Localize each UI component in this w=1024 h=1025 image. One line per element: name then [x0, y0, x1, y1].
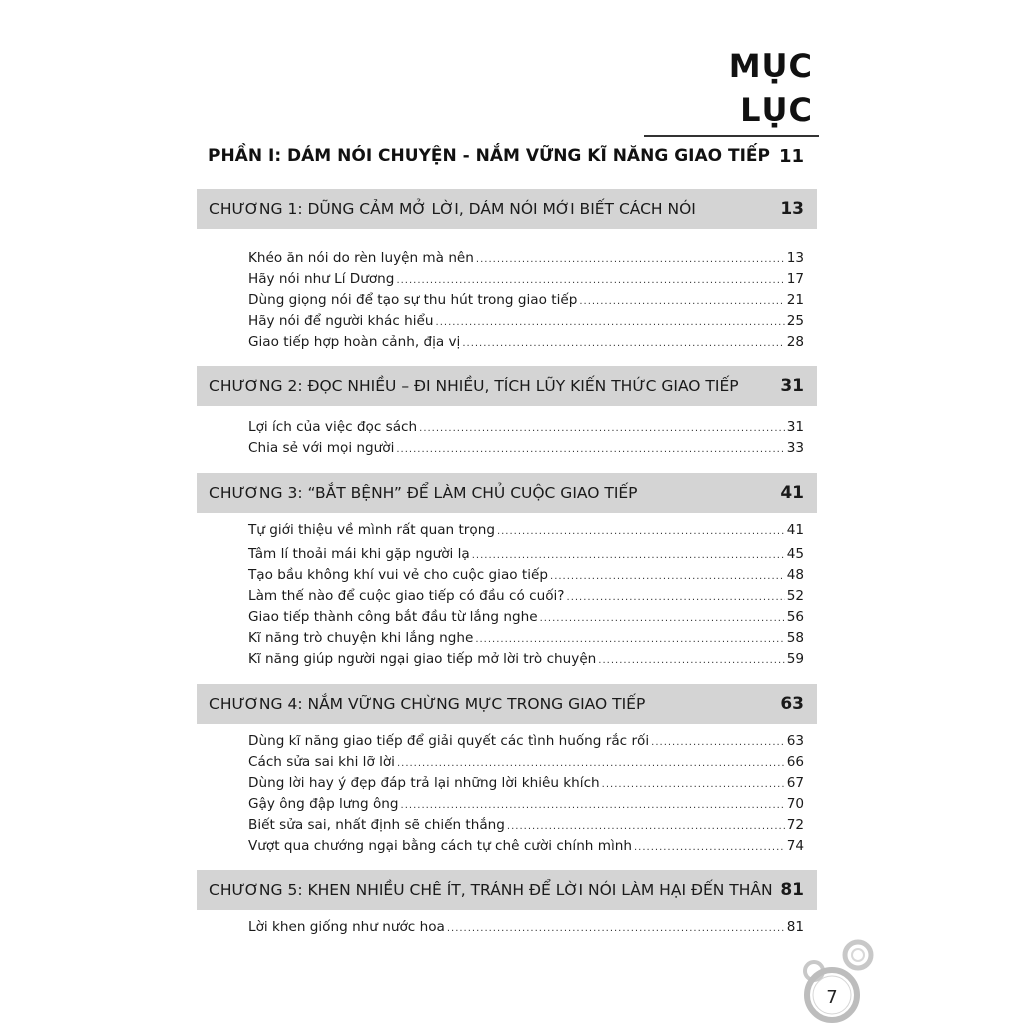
heading-underline: [644, 135, 819, 137]
entry-page: 56: [786, 609, 804, 625]
chapter-2-bar: [197, 366, 817, 406]
entry-title: Tạo bầu không khí vui vẻ cho cuộc giao tiếp: [248, 567, 549, 583]
toc-entry: [248, 290, 804, 311]
entry-page: 63: [786, 733, 804, 749]
entry-title: Tâm lí thoải mái khi gặp người lạ: [248, 546, 470, 562]
dot-leader: [602, 774, 785, 795]
toc-entry: [248, 752, 804, 773]
entry-page: 25: [786, 313, 804, 329]
toc-entry: [248, 332, 804, 353]
toc-entry: [248, 520, 804, 541]
entry-title: Kĩ năng giúp người ngại giao tiếp mở lời trò chuyện: [248, 651, 597, 667]
toc-entry: [248, 311, 804, 332]
entry-page: 13: [786, 250, 804, 266]
entry-title: Tự giới thiệu về mình rất quan trọng: [248, 522, 495, 538]
part-title-row: [208, 142, 804, 170]
entry-title: Biết sửa sai, nhất định sẽ chiến thắng: [248, 817, 505, 833]
dot-leader: [447, 918, 785, 939]
chapter-page-number: 63: [780, 694, 804, 714]
entry-page: 58: [786, 630, 804, 646]
chapter-1-entries: [248, 248, 804, 353]
entry-title: Cách sửa sai khi lỡ lời: [248, 754, 395, 770]
entry-page: 33: [786, 440, 804, 456]
chapter-3-entries: [248, 520, 804, 670]
entry-page: 66: [786, 754, 804, 770]
entry-page: 72: [786, 817, 804, 833]
entry-page: 67: [786, 775, 804, 791]
toc-entry: [248, 731, 804, 752]
toc-heading: MỤC LỤC: [728, 47, 813, 129]
page-number: 7: [826, 986, 838, 1008]
dot-leader: [436, 312, 785, 333]
chapter-3-bar: [197, 473, 817, 513]
entry-title: Giao tiếp hợp hoàn cảnh, địa vị: [248, 334, 461, 350]
chapter-1-bar: [197, 189, 817, 229]
dot-leader: [475, 629, 784, 650]
entry-page: 28: [786, 334, 804, 350]
entry-page: 59: [786, 651, 804, 667]
chapter-2-entries: [248, 417, 804, 459]
toc-entry: [248, 836, 804, 857]
toc-entry: [248, 544, 804, 565]
entry-title: Gậy ông đập lưng ông: [248, 796, 399, 812]
entry-page: 41: [786, 522, 804, 538]
chapter-page-number: 41: [780, 483, 804, 503]
entry-page: 45: [786, 546, 804, 562]
entry-title: Hãy nói để người khác hiểu: [248, 313, 434, 329]
entry-title: Chia sẻ với mọi người: [248, 440, 395, 456]
dot-leader: [651, 732, 785, 753]
chapter-title: CHƯƠNG 2: ĐỌC NHIỀU – ĐI NHIỀU, TÍCH LŨY KIẾN THỨC GIAO TIẾP: [209, 377, 739, 395]
chapter-title: CHƯƠNG 3: “BẮT BỆNH” ĐỂ LÀM CHỦ CUỘC GIAO TIẾP: [209, 484, 638, 502]
toc-entry: [248, 815, 804, 836]
entry-title: Hãy nói như Lí Dương: [248, 271, 395, 287]
entry-title: Dùng lời hay ý đẹp đáp trả lại những lời khiêu khích: [248, 775, 600, 791]
dot-leader: [397, 753, 785, 774]
dot-leader: [419, 418, 785, 439]
toc-entry: [248, 248, 804, 269]
chapter-5-bar: [197, 870, 817, 910]
dot-leader: [540, 608, 785, 629]
entry-title: Làm thế nào để cuộc giao tiếp có đầu có cuối?: [248, 588, 565, 604]
toc-entry: [248, 565, 804, 586]
dot-leader: [401, 795, 785, 816]
chapter-4-entries: [248, 731, 804, 857]
dot-leader: [497, 521, 785, 542]
dot-leader: [507, 816, 785, 837]
entry-title: Kĩ năng trò chuyện khi lắng nghe: [248, 630, 474, 646]
part-title: PHẦN I: DÁM NÓI CHUYỆN - NẮM VỮNG KĨ NĂNG GIAO TIẾP: [208, 146, 770, 166]
dot-leader: [396, 439, 784, 460]
entry-page: 48: [786, 567, 804, 583]
entry-title: Lợi ích của việc đọc sách: [248, 419, 418, 435]
entry-page: 81: [786, 919, 804, 935]
entry-page: 52: [786, 588, 804, 604]
toc-entry: [248, 917, 804, 938]
chapter-title: CHƯƠNG 5: KHEN NHIỀU CHÊ ÍT, TRÁNH ĐỂ LỜI NÓI LÀM HẠI ĐẾN THÂN: [209, 881, 773, 899]
chapter-page-number: 31: [780, 376, 804, 396]
toc-entry: [248, 649, 804, 670]
part-page-number: 11: [778, 145, 804, 167]
entry-page: 17: [786, 271, 804, 287]
toc-heading-block: [644, 44, 819, 137]
entry-title: Dùng kĩ năng giao tiếp để giải quyết các tình huống rắc rối: [248, 733, 650, 749]
toc-entry: [248, 794, 804, 815]
toc-entry: [248, 417, 804, 438]
toc-entry: [248, 438, 804, 459]
entry-page: 21: [786, 292, 804, 308]
toc-entry: [248, 586, 804, 607]
dot-leader: [476, 249, 785, 270]
chapter-title: CHƯƠNG 4: NẮM VỮNG CHỪNG MỰC TRONG GIAO TIẾP: [209, 695, 646, 713]
toc-entry: [248, 628, 804, 649]
dot-leader: [472, 545, 785, 566]
chapter-5-entries: [248, 917, 804, 938]
dot-leader: [579, 291, 784, 312]
dot-leader: [634, 837, 785, 858]
dot-leader: [550, 566, 785, 587]
entry-page: 74: [786, 838, 804, 854]
dot-leader: [396, 270, 784, 291]
entry-title: Vượt qua chướng ngại bằng cách tự chê cười chính mình: [248, 838, 632, 854]
entry-title: Dùng giọng nói để tạo sự thu hút trong giao tiếp: [248, 292, 578, 308]
toc-entry: [248, 269, 804, 290]
toc-entry: [248, 607, 804, 628]
entry-page: 31: [786, 419, 804, 435]
entry-title: Khéo ăn nói do rèn luyện mà nên: [248, 250, 474, 266]
dot-leader: [598, 650, 784, 671]
toc-entry: [248, 773, 804, 794]
dot-leader: [462, 333, 784, 354]
dot-leader: [567, 587, 785, 608]
chapter-page-number: 81: [780, 880, 804, 900]
entry-title: Lời khen giống như nước hoa: [248, 919, 445, 935]
chapter-4-bar: [197, 684, 817, 724]
chapter-title: CHƯƠNG 1: DŨNG CẢM MỞ LỜI, DÁM NÓI MỚI BIẾT CÁCH NÓI: [209, 200, 696, 218]
chapter-page-number: 13: [780, 199, 804, 219]
entry-page: 70: [786, 796, 804, 812]
entry-title: Giao tiếp thành công bắt đầu từ lắng nghe: [248, 609, 538, 625]
